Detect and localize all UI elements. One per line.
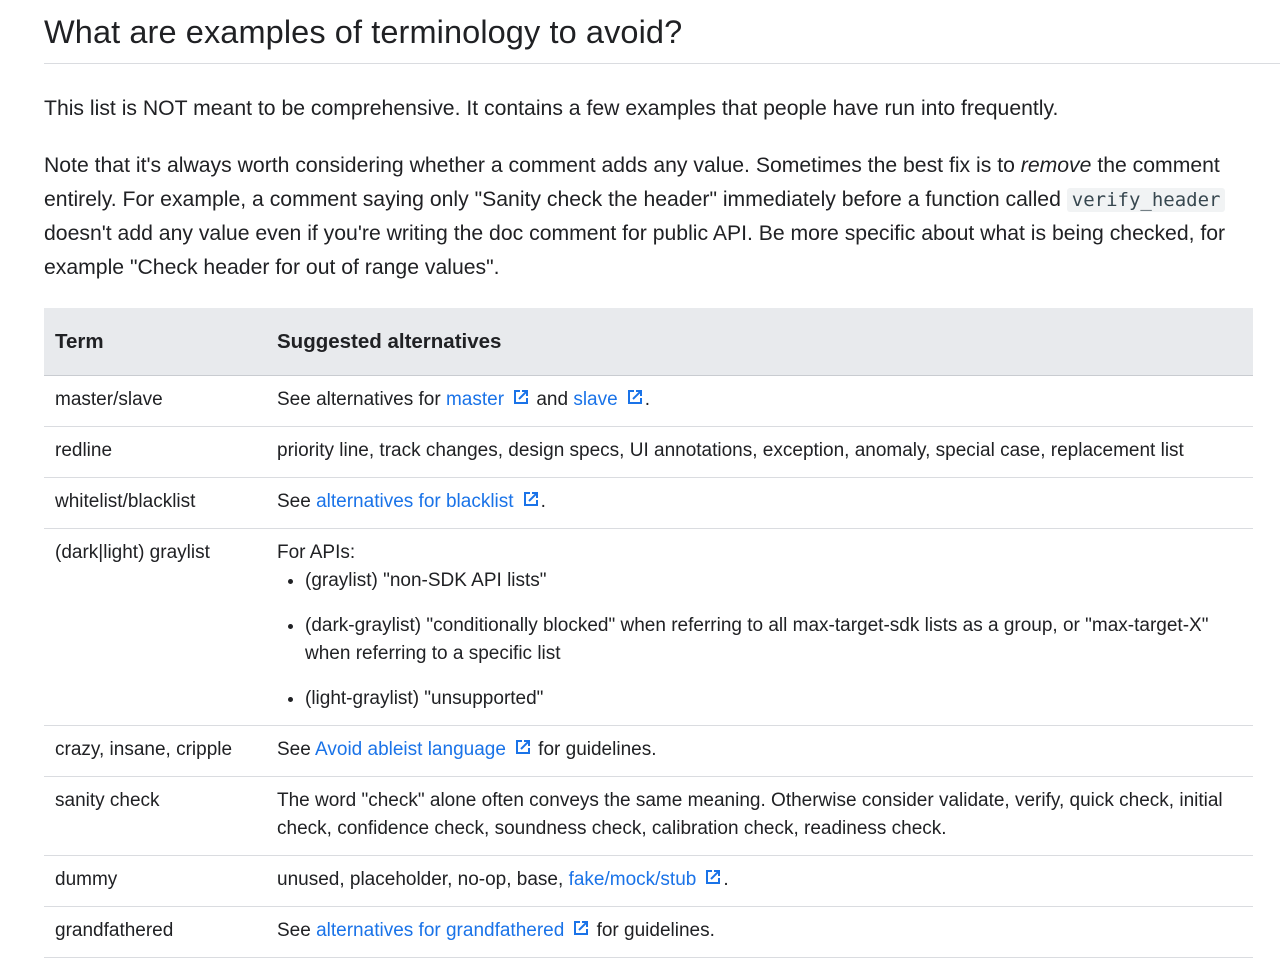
cell-text: and: [531, 389, 574, 410]
cell-text: See alternatives for: [277, 389, 446, 410]
list-item: • (dark-graylist) "conditionally blocked" when referring to all max-target-sdk lists as a group, or "max-target-X" when referring to a specific list: [305, 612, 1241, 668]
inline-code: verify_header: [1067, 188, 1226, 212]
cell-text: .: [540, 491, 546, 512]
note-text-1: Note that it's always worth considering whether a comment adds any value. Sometimes the best fix is to: [44, 154, 1021, 177]
table-row: [44, 376, 1253, 427]
term-cell: sanity check: [55, 790, 160, 811]
header-term: Term: [55, 329, 104, 353]
master-link[interactable]: [446, 389, 531, 410]
link-label: fake/mock/stub: [568, 869, 697, 890]
fake-mock-stub-link[interactable]: [569, 869, 724, 890]
cell-text: See: [277, 739, 316, 760]
term-cell: dummy: [55, 869, 118, 890]
alternatives-cell: [277, 726, 1253, 776]
grandfathered-alternatives-link[interactable]: [316, 920, 591, 941]
external-link-icon: [571, 918, 591, 938]
note-paragraph: [44, 149, 1244, 285]
note-emphasis: remove: [1020, 154, 1092, 177]
alternatives-cell: [277, 529, 1253, 725]
alternatives-cell: [277, 907, 1253, 957]
alternatives-cell: The word "check" alone often conveys the same meaning. Otherwise consider validate, verify, quick check, initial check, confidence check, soundness check, calibration check, readiness check.: [277, 790, 1223, 839]
graylist-bullets: [277, 567, 1241, 713]
ableist-language-link[interactable]: [315, 739, 533, 760]
alternatives-cell: priority line, track changes, design specs, UI annotations, exception, anomaly, special case, replacement list: [277, 440, 1184, 461]
term-cell: grandfathered: [55, 920, 174, 941]
heading-divider: [44, 63, 1280, 64]
link-label: slave: [573, 389, 618, 410]
list-item: • (graylist) "non-SDK API lists": [305, 567, 1241, 595]
alternatives-cell: [277, 478, 1253, 528]
cell-text: unused, placeholder, no-op, base,: [277, 869, 569, 890]
term-cell: (dark|light) graylist: [55, 542, 210, 563]
term-cell: crazy, insane, cripple: [55, 739, 233, 760]
external-link-icon: [511, 387, 531, 407]
table-row: [44, 907, 1253, 958]
intro-paragraph: This list is NOT meant to be comprehensive. It contains a few examples that people have run into frequently.: [44, 97, 1059, 120]
cell-text: for guidelines.: [591, 920, 715, 941]
cell-text: for guidelines.: [532, 739, 657, 760]
term-cell: master/slave: [55, 389, 163, 410]
table-row: [44, 856, 1253, 907]
external-link-icon: [513, 737, 533, 757]
terminology-table: [44, 308, 1253, 958]
cell-text: See: [277, 920, 317, 941]
page-heading: What are examples of terminology to avoid?: [44, 14, 683, 50]
table-row: [44, 529, 1253, 726]
table-header: [44, 308, 1253, 376]
cell-text: .: [723, 869, 729, 890]
cell-text: See: [277, 491, 317, 512]
link-label: master: [445, 389, 505, 410]
link-label: alternatives for blacklist: [316, 491, 514, 512]
link-label: alternatives for grandfathered: [316, 920, 565, 941]
table-row: [44, 427, 1253, 478]
list-item: • (light-graylist) "unsupported": [305, 685, 1241, 713]
note-text-2: the comment entirely. For example, a comment saying only "Sanity check the header" immediately before a function called: [44, 154, 1220, 211]
table-row: [44, 777, 1253, 856]
apis-label: For APIs:: [277, 542, 356, 563]
header-alternatives: Suggested alternatives: [277, 329, 502, 353]
external-link-icon: [521, 489, 541, 509]
cell-text: .: [644, 389, 650, 410]
table-row: [44, 478, 1253, 529]
link-label: Avoid ableist language: [315, 739, 506, 760]
term-cell: whitelist/blacklist: [55, 491, 196, 512]
slave-link[interactable]: [573, 389, 644, 410]
external-link-icon: [625, 387, 645, 407]
alternatives-cell: [277, 376, 1253, 426]
term-cell: redline: [55, 440, 113, 461]
note-text-3: doesn't add any value even if you're writing the doc comment for public API. Be more specific about what is being checked, for example "Check header for out of range values".: [44, 222, 1226, 279]
blacklist-alternatives-link[interactable]: [316, 491, 540, 512]
external-link-icon: [703, 867, 723, 887]
table-row: [44, 726, 1253, 777]
alternatives-cell: [277, 856, 1253, 906]
